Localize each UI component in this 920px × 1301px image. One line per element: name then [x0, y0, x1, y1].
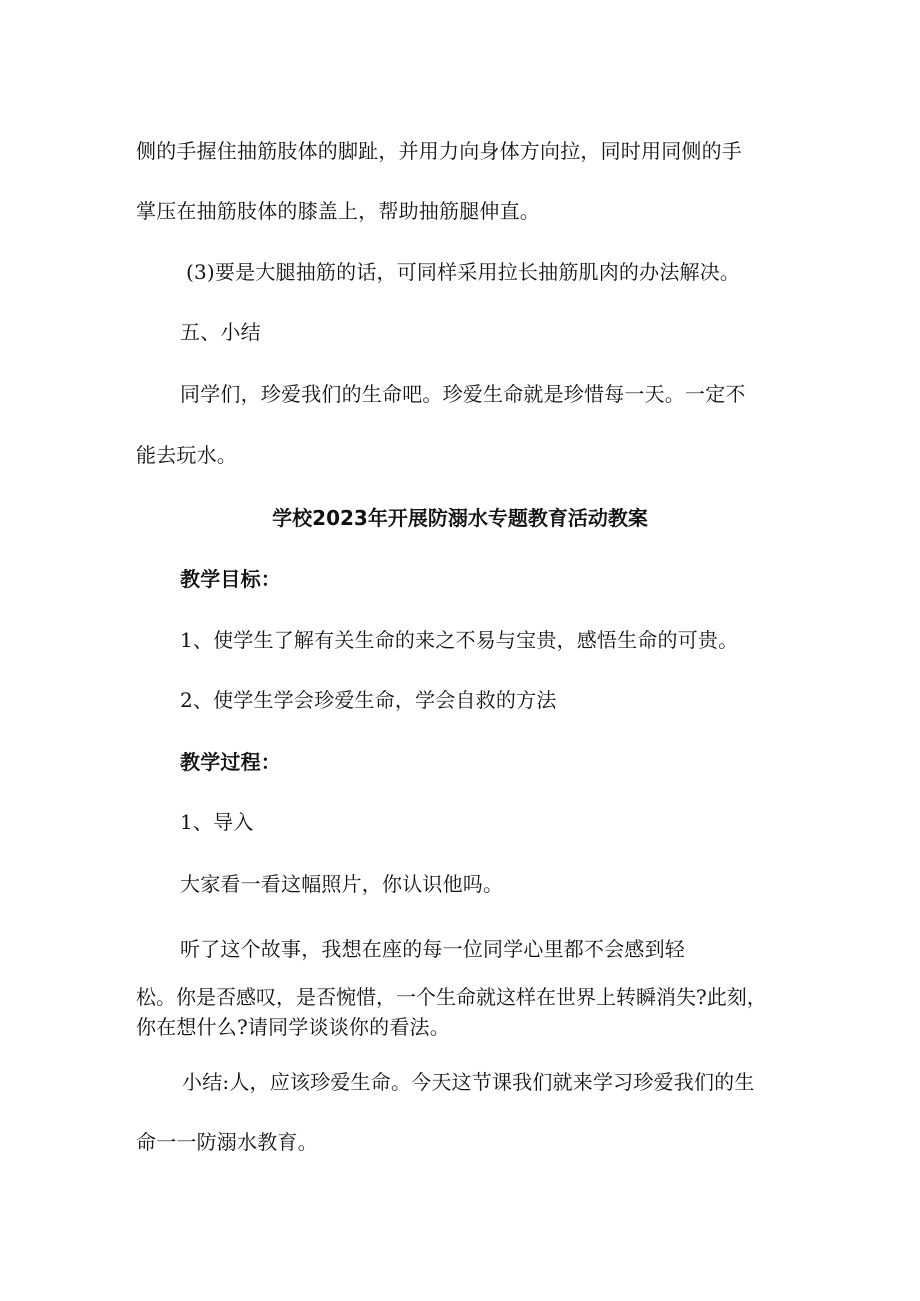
paragraph-line: 命一一防溺水教育。: [136, 1130, 318, 1154]
paragraph-line: 掌压在抽筋肢体的膝盖上，帮助抽筋腿伸直。: [136, 199, 540, 223]
paragraph-line: 大家看一看这幅照片，你认识他吗。: [180, 872, 504, 896]
section-heading: 五、小结: [180, 320, 261, 344]
paragraph-line: 能去玩水。: [136, 443, 237, 467]
paragraph-line: 小结:人，应该珍爱生命。今天这节课我们就来学习珍爱我们的生: [182, 1070, 755, 1094]
goal-item: 1、使学生了解有关生命的来之不易与宝贵，感悟生命的可贵。: [180, 628, 739, 652]
paragraph-line: 松。你是否感叹，是否惋惜，一个生命就这样在世界上转瞬消失?此刻，: [136, 985, 767, 1009]
paragraph-line: 侧的手握住抽筋肢体的脚趾，并用力向身体方向拉，同时用同侧的手: [136, 139, 742, 163]
process-heading: 教学过程：: [180, 750, 281, 774]
goal-heading: 教学目标：: [180, 567, 281, 591]
paragraph-line: 同学们，珍爱我们的生命吧。珍爱生命就是珍惜每一天。一定不: [180, 382, 746, 406]
goal-item: 2、使学生学会珍爱生命，学会自救的方法: [180, 688, 557, 712]
paragraph-line: 听了这个故事，我想在座的每一位同学心里都不会感到轻: [180, 937, 685, 961]
document-title: 学校2023年开展防溺水专题教育活动教案: [272, 506, 648, 530]
paragraph-line: 你在想什么?请同学谈谈你的看法。: [136, 1015, 450, 1039]
process-item: 1、导入: [180, 810, 254, 834]
paragraph-line: (3)要是大腿抽筋的话，可同样采用拉长抽筋肌肉的办法解决。: [186, 260, 741, 284]
